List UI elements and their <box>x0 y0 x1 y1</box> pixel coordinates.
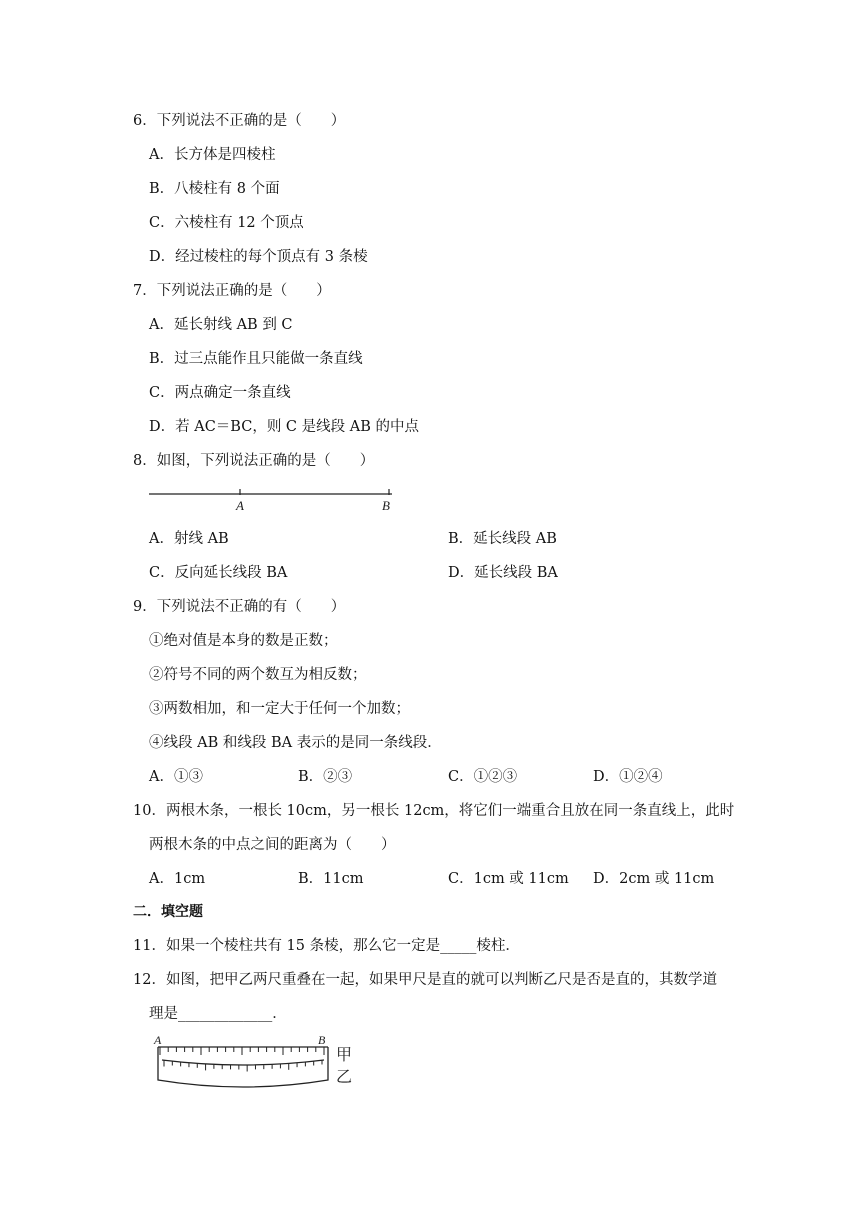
q10-stem-line2: 两根木条的中点之间的距离为（ ） <box>149 837 396 853</box>
q7-option-b: B．过三点能作且只能做一条直线 <box>149 351 363 367</box>
q8-stem: 8．如图，下列说法正确的是（ ） <box>133 453 375 469</box>
q8-option-b: B．延长线段 AB <box>448 531 557 547</box>
q11-stem: 11．如果一个棱柱共有 15 条棱，那么它一定是_____棱柱． <box>133 938 520 954</box>
q8-line-segment-figure <box>145 482 405 514</box>
q10-option-d: D．2cm 或 11cm <box>593 871 715 887</box>
q9-option-a: A．①③ <box>149 769 203 785</box>
q10-option-b: B．11cm <box>298 871 364 887</box>
q9-statement-4: ④线段 AB 和线段 BA 表示的是同一条线段． <box>149 735 442 751</box>
ruler-label-jia: 甲 <box>336 1045 353 1064</box>
q8-label-a: A <box>236 498 244 513</box>
q10-option-c: C．1cm 或 11cm <box>448 871 569 887</box>
q7-stem: 7．下列说法正确的是（ ） <box>133 283 331 299</box>
q10-stem-line1: 10．两根木条，一根长 10cm，另一根长 12cm，将它们一端重合且放在同一条直线上，此时 <box>133 803 735 819</box>
q12-label-a: A <box>154 1033 162 1047</box>
ruler-jia-ticks <box>160 1047 324 1055</box>
q9-statement-1: ①绝对值是本身的数是正数； <box>149 633 338 649</box>
ruler-yi-curved-edge <box>162 1060 324 1065</box>
q6-stem: 6．下列说法不正确的是（ ） <box>133 113 346 129</box>
q9-option-b: B．②③ <box>298 769 353 785</box>
q9-option-d: D．①②④ <box>593 769 663 785</box>
q8-option-c: C．反向延长线段 BA <box>149 565 288 581</box>
ruler-label-yi: 乙 <box>336 1067 353 1086</box>
q12-rulers-figure <box>150 1032 365 1092</box>
q6-option-d: D．经过棱柱的每个顶点有 3 条棱 <box>149 249 368 265</box>
q7-option-d: D．若 AC＝BC，则 C 是线段 AB 的中点 <box>149 419 419 435</box>
q6-option-c: C．六棱柱有 12 个顶点 <box>149 215 304 231</box>
q6-option-a: A．长方体是四棱柱 <box>149 147 276 163</box>
q10-option-a: A．1cm <box>149 871 206 887</box>
q9-option-c: C．①②③ <box>448 769 518 785</box>
q8-label-b: B <box>382 498 390 513</box>
ruler-yi-outline <box>158 1047 328 1087</box>
q6-option-b: B．八棱柱有 8 个面 <box>149 181 280 197</box>
q8-option-d: D．延长线段 BA <box>448 565 558 581</box>
q9-statement-3: ③两数相加，和一定大于任何一个加数； <box>149 701 410 717</box>
q12-label-b: B <box>318 1033 326 1047</box>
q8-option-a: A．射线 AB <box>149 531 229 547</box>
q12-stem-line2: 理是_____________． <box>149 1006 287 1022</box>
q7-option-a: A．延长射线 AB 到 C <box>149 317 293 333</box>
section-title-fill-in: 二．填空题 <box>133 904 203 920</box>
q9-statement-2: ②符号不同的两个数互为相反数； <box>149 667 367 683</box>
q7-option-c: C．两点确定一条直线 <box>149 385 291 401</box>
q12-stem-line1: 12．如图，把甲乙两尺重叠在一起，如果甲尺是直的就可以判断乙尺是否是直的，其数学道 <box>133 972 717 988</box>
q9-stem: 9．下列说法不正确的有（ ） <box>133 599 346 615</box>
